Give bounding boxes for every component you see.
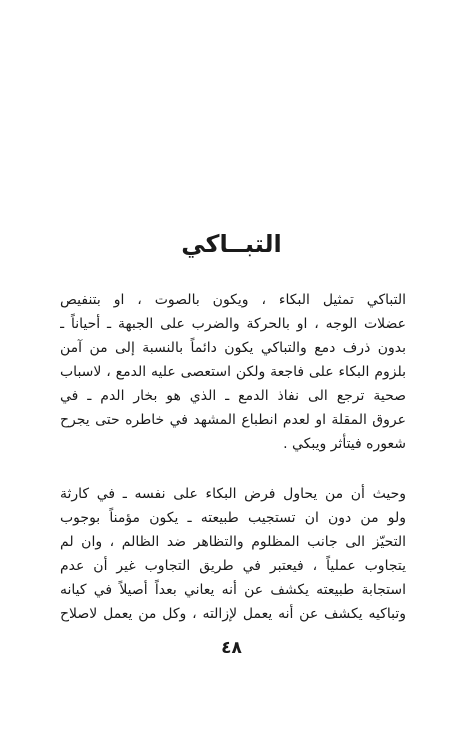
paragraph-1 (60, 288, 406, 456)
paragraph-line: ولو من دون ان تستجيب طبيعته ـ يكون مؤمناً بوجوب (60, 510, 406, 526)
paragraph-line: يتجاوب عملياً ، فيعتبر في طريق التجاوب غير أن عدم (60, 558, 406, 574)
paragraph-line: التباكي تمثيل البكاء ، ويكون بالصوت ، او بتنفيص (60, 292, 406, 308)
paragraph-line: استجابة طبيعته يكشف عن أنه يعاني بعداً أصيلاً في كيانه (60, 582, 406, 598)
paragraph-line: وتباكيه يكشف عن أنه يعمل لإزالته ، وكل من يعمل لاصلاح (60, 606, 406, 622)
paragraph-line: بدون ذرف دمع والتباكي يكون دائماً بالنسبة إلى من آمن (60, 340, 406, 356)
paragraph-line: وحيث أن من يحاول فرض البكاء على نفسه ـ في كارثة (60, 486, 406, 502)
paragraph-line: بلزوم البكاء على فاجعة ولكن استعصى عليه الدمع ، لاسباب (60, 364, 406, 380)
paragraph-line: صحية ترجع الى نفاذ الدمع ـ الذي هو بخار الدم ـ في (60, 388, 406, 404)
paragraph-line: التحيّز الى جانب المظلوم والتظاهر ضد الظالم ، وان لم (60, 534, 406, 550)
paragraph-line: عروق المقلة او لعدم انطباع المشهد في خاطره حتى يجرح (60, 412, 406, 428)
chapter-title: التبــاكي (181, 230, 282, 258)
paragraph-line: عضلات الوجه ، او بالحركة والضرب على الجبهة ـ أحياناً ـ (60, 316, 406, 332)
paragraph-line: شعوره فيتأثر ويبكي . (283, 436, 406, 452)
paragraph-2 (60, 482, 406, 626)
page-number: ٤٨ (221, 638, 242, 658)
